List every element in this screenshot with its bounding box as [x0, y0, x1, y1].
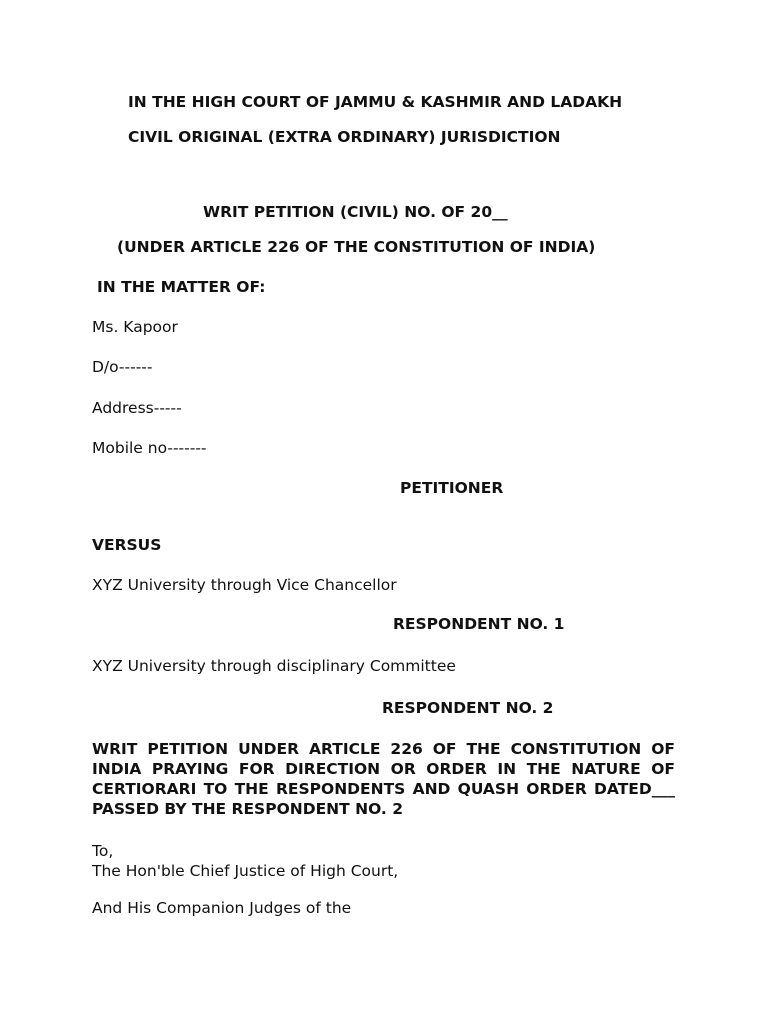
- addressee-line: The Hon'ble Chief Justice of High Court,: [92, 862, 399, 880]
- petitioner-mobile: Mobile no-------: [92, 439, 207, 457]
- respondent-1-label: RESPONDENT NO. 1: [393, 615, 565, 633]
- versus-label: VERSUS: [92, 536, 162, 554]
- companion-judges-line: And His Companion Judges of the: [92, 899, 352, 917]
- petition-number-title: WRIT PETITION (CIVIL) NO. OF 20__: [203, 203, 508, 221]
- petitioner-parentage: D/o------: [92, 358, 153, 376]
- court-heading: IN THE HIGH COURT OF JAMMU & KASHMIR AND LADAKH: [128, 93, 623, 111]
- respondent-2-name: XYZ University through disciplinary Committee: [92, 657, 456, 675]
- article-subtitle: (UNDER ARTICLE 226 OF THE CONSTITUTION OF INDIA): [117, 238, 596, 256]
- petitioner-label: PETITIONER: [400, 479, 504, 497]
- petitioner-address: Address-----: [92, 399, 182, 417]
- prayer-paragraph: WRIT PETITION UNDER ARTICLE 226 OF THE CONSTITUTION OF INDIA PRAYING FOR DIRECTION OR ORDER IN THE NATURE OF CERTIORARI TO THE RESPONDENTS AND QUASH ORDER DATED___ PASSED BY THE RESPONDENT NO. 2: [92, 740, 675, 818]
- respondent-1-name: XYZ University through Vice Chancellor: [92, 576, 397, 594]
- petitioner-name: Ms. Kapoor: [92, 318, 178, 336]
- to-salutation: To,: [92, 842, 114, 860]
- matter-heading: IN THE MATTER OF:: [97, 278, 266, 296]
- respondent-2-label: RESPONDENT NO. 2: [382, 699, 554, 717]
- jurisdiction-heading: CIVIL ORIGINAL (EXTRA ORDINARY) JURISDICTION: [128, 128, 561, 146]
